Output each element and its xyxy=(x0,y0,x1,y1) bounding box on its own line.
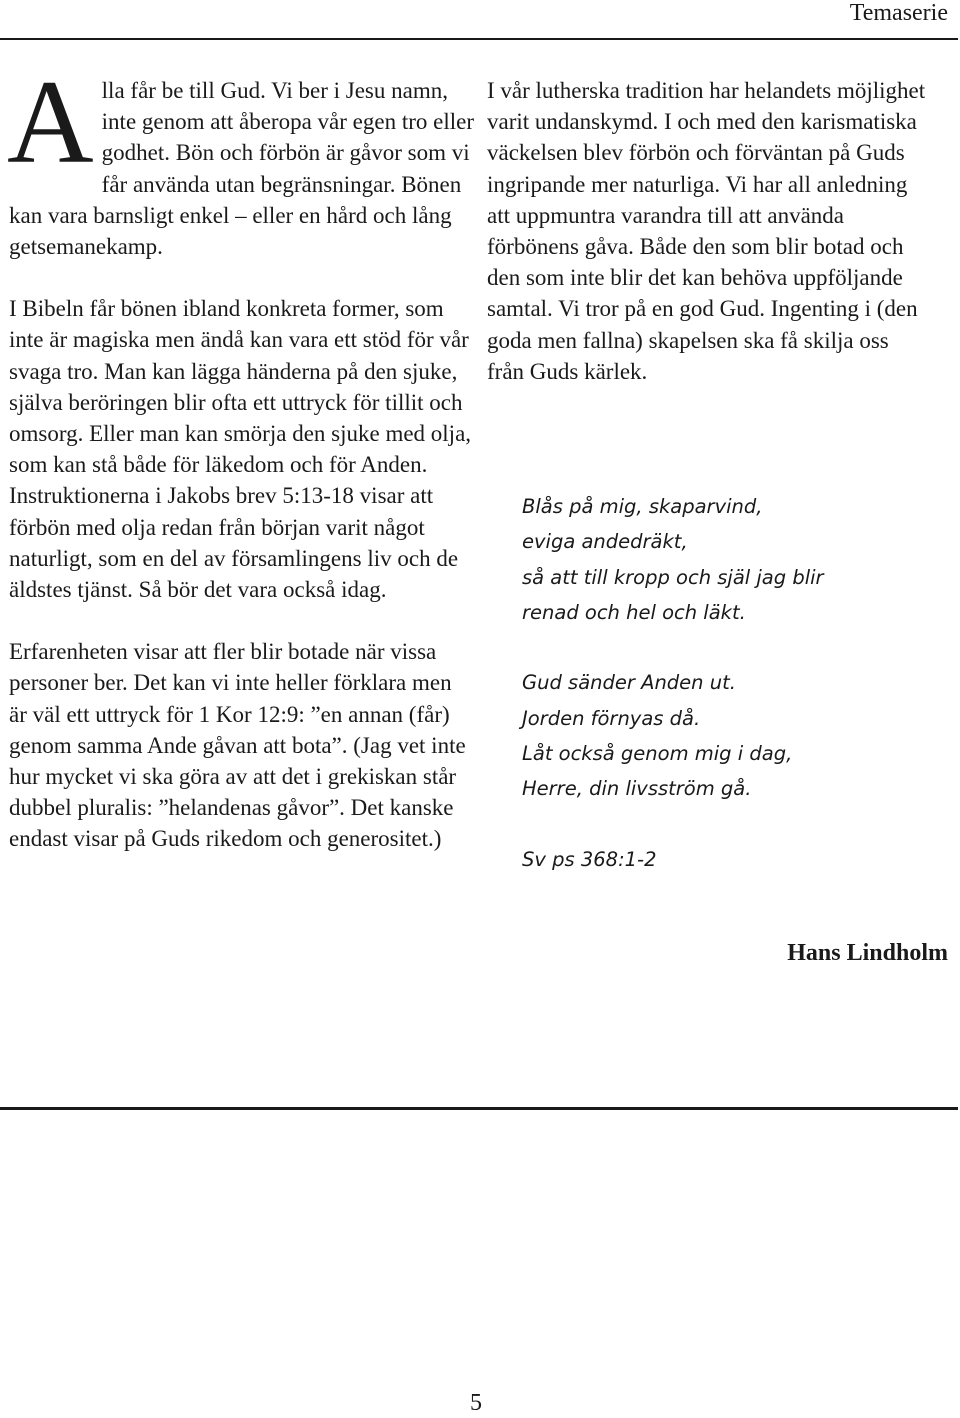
hymn-line: Blås på mig, skaparvind, xyxy=(522,495,763,518)
left-column xyxy=(7,55,475,855)
footer-rule xyxy=(0,1107,958,1110)
hymn-quote xyxy=(522,489,942,877)
body-paragraph-3: Erfarenheten visar att fler blir botade när vissa personer ber. Det kan vi inte heller förklara men är väl ett uttryck för 1 Kor 12:9: ”en annan (får) genom samma Ande gåvan att bota”. (Jag vet inte hur mycket vi ska göra av att det i grekiskan står dubbel pluralis: ”helandenas gåvor”. Det kanske endast visar på Guds rikedom och generositet.) xyxy=(9,639,466,852)
stanza-spacer xyxy=(522,630,942,665)
intro-paragraph xyxy=(7,55,475,262)
right-column xyxy=(487,75,927,387)
hymn-line: eviga andedräkt, xyxy=(522,530,688,554)
hymn-line: så att till kropp och själ jag blir xyxy=(522,565,824,589)
header-rule xyxy=(0,38,958,40)
right-paragraph: I vår lutherska tradition har helandets möjlighet varit undanskymd. I och med den karismatiska väckelsen blev förbön och förväntan på Guds ingripande mer naturliga. Vi har all anledning att uppmuntra varandra till att använda förbönens gåva. Både den som blir botad och den som inte blir det kan behöva uppföljande samtal. Vi tror på en god Gud. Ingenting i (den goda men fallna) skapelsen ska få skilja oss från Guds kärlek. xyxy=(487,78,926,384)
drop-cap: A xyxy=(7,55,94,188)
hymn-line: renad och hel och läkt. xyxy=(522,600,746,624)
stanza-spacer xyxy=(522,807,942,842)
hymn-line: Låt också genom mig i dag, xyxy=(522,742,793,766)
hymn-line: Jorden förnyas då. xyxy=(522,706,701,730)
hymn-line: Herre, din livsström gå. xyxy=(522,777,752,801)
hymn-reference: Sv ps 368:1-2 xyxy=(522,847,657,871)
body-paragraph-2: I Bibeln får bönen ibland konkreta former, som inte är magiska men ändå kan vara ett stöd för vår svaga tro. Man kan lägga händerna på den sjuke, själva beröringen blir ofta ett uttryck för tillit och omsorg. Eller man kan smörja den sjuke med olja, som kan stå både för läkedom och för Anden. Instruktionerna i Jakobs brev 5:13-18 visar att förbön med olja redan från början varit något naturligt, som en del av församlingens liv och de äldstes tjänst. Så bör det vara också idag. xyxy=(9,296,472,603)
author-name: Hans Lindholm xyxy=(787,940,948,966)
intro-paragraph-text: lla får be till Gud. Vi ber i Jesu namn, inte genom att åberopa vår egen tro eller godhet. Bön och förbön är gåvor som vi får använda utan begränsningar. Bönen kan vara barnsligt enkel – eller en hård och lång getsemanekamp. xyxy=(9,78,474,260)
hymn-line: Gud sänder Anden ut. xyxy=(522,671,736,695)
section-label: Temaserie xyxy=(849,0,948,26)
page-number: 5 xyxy=(470,1390,482,1416)
